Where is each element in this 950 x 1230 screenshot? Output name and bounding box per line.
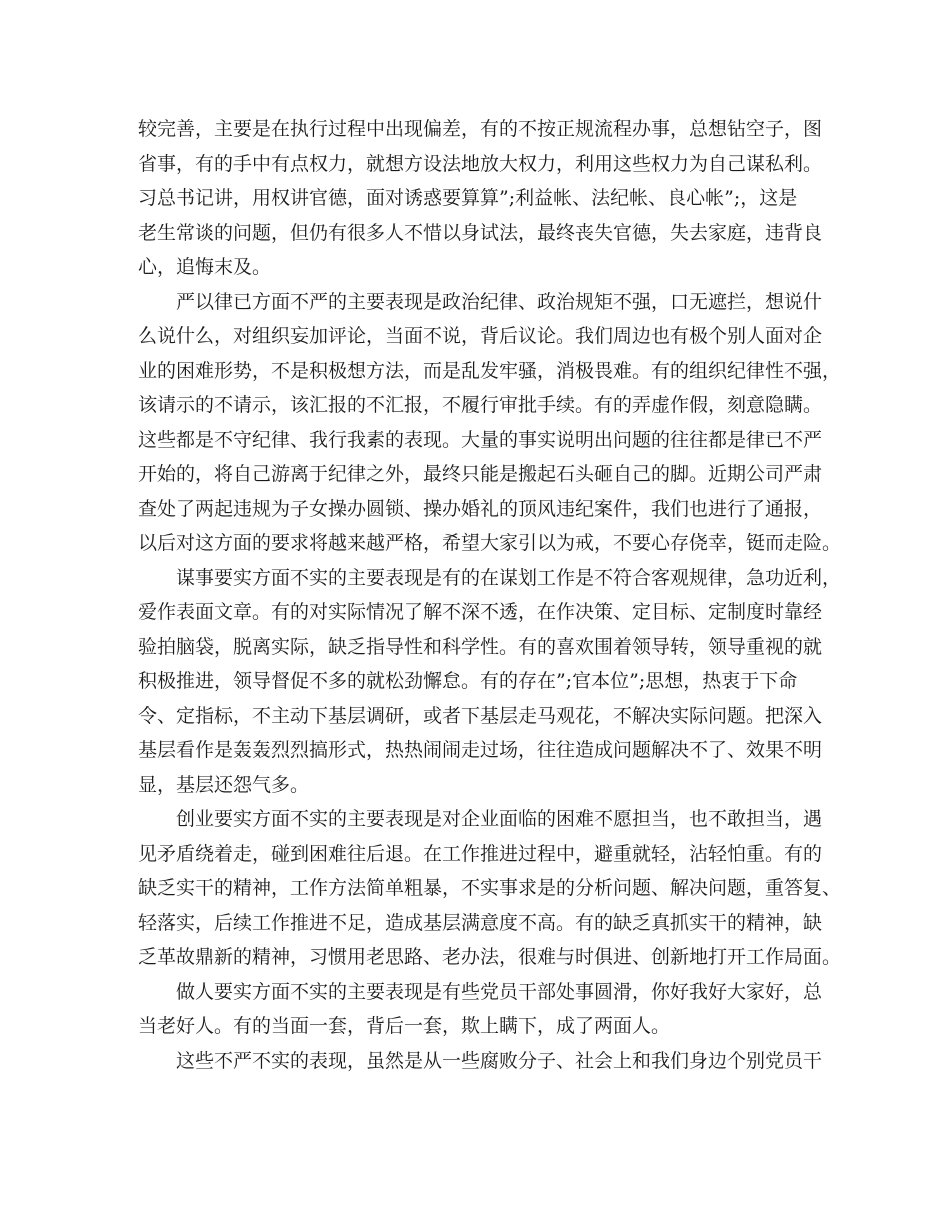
text-line: 业的困难形势，不是积极想方法，而是乱发牢骚，消极畏难。有的组织纪律性不强， (138, 359, 842, 382)
text-line: 省事，有的手中有点权力，就想方设法地放大权力，利用这些权力为自己谋私利。 (138, 152, 823, 175)
text-line: 这些不严不实的表现，虽然是从一些腐败分子、社会上和我们身边个别党员干 (176, 1049, 823, 1072)
paragraph-conduct (138, 975, 828, 1044)
text-line: 令、定指标，不主动下基层调研，或者下基层走马观花，不解决实际问题。把深入 (138, 704, 823, 727)
paragraph-self-discipline (138, 285, 842, 561)
text-line: 积极推进，领导督促不多的就松劲懈怠。有的存在”;官本位”;思想，热衷于下命 (138, 670, 798, 692)
text-line: 该请示的不请示，该汇报的不汇报，不履行审批手续。有的弄虚作假，刻意隐瞒。 (138, 394, 823, 416)
text-line: 么说什么，对组织妄加评论，当面不说，背后议论。我们周边也有极个别人面对企 (138, 325, 823, 347)
paragraph-summary (138, 1044, 828, 1079)
text-line: 老生常谈的问题，但仍有很多人不惜以身试法，最终丧失官德，失去家庭，违背良 (138, 221, 823, 244)
text-line: 轻落实，后续工作推进不足，造成基层满意度不高。有的缺乏真抓实干的精神，缺 (138, 911, 823, 934)
text-line: 爱作表面文章。有的对实际情况了解不深不透，在作决策、定目标、定制度时靠经 (138, 601, 823, 623)
text-line: 这些都是不守纪律、我行我素的表现。大量的事实说明出问题的往往都是律已不严 (138, 428, 823, 451)
text-line: 心，追悔末及。 (138, 256, 272, 278)
text-line: 乏革故鼎新的精神，习惯用老思路、老办法，很难与时俱进、创新地打开工作局面。 (138, 946, 842, 968)
text-line: 创业要实方面不实的主要表现是对企业面临的困难不愿担当，也不敢担当，遇 (176, 808, 823, 830)
text-line: 见矛盾绕着走，碰到困难往后退。在工作推进过程中，避重就轻，沾轻怕重。有的 (138, 842, 823, 865)
text-line: 较完善，主要是在执行过程中出现偏差，有的不按正规流程办事，总想钻空子，图 (138, 118, 823, 140)
text-line: 习总书记讲，用权讲官德，面对诱惑要算算”;利益帐、法纪帐、良心帐”;，这是 (138, 187, 798, 209)
body-text (138, 112, 842, 1078)
text-line: 显，基层还怨气多。 (138, 773, 310, 796)
text-line: 做人要实方面不实的主要表现是有些党员干部处事圆滑，你好我好大家好，总 (176, 980, 823, 1003)
text-line: 缺乏实干的精神，工作方法简单粗暴，不实事求是的分析问题、解决问题，重答复、 (138, 877, 842, 899)
text-line: 基层看作是轰轰烈烈搞形式，热热闹闹走过场，往往造成问题解决不了、效果不明 (138, 739, 823, 761)
paragraph-entrepreneurship (138, 802, 842, 975)
text-line: 谋事要实方面不实的主要表现是有的在谋划工作是不符合客观规律，急功近利， (176, 566, 842, 589)
text-line: 查处了两起违规为子女操办圆锁、操办婚礼的顶风违纪案件，我们也进行了通报， (138, 497, 823, 520)
text-line: 以后对这方面的要求将越来越严格，希望大家引以为戒，不要心存侥幸，铤而走险。 (138, 532, 842, 554)
text-line: 当老好人。有的当面一套，背后一套，欺上瞒下，成了两面人。 (138, 1015, 671, 1037)
paragraph-planning (138, 561, 842, 803)
text-line: 开始的，将自己游离于纪律之外，最终只能是搬起石头砸自己的脚。近期公司严肃 (138, 463, 823, 485)
paragraph-continuation (138, 112, 828, 285)
text-line: 验拍脑袋，脱离实际，缺乏指导性和科学性。有的喜欢围着领导转，领导重视的就 (138, 635, 823, 658)
text-line: 严以律已方面不严的主要表现是政治纪律、政治规矩不强，口无遮拦，想说什 (176, 290, 823, 313)
